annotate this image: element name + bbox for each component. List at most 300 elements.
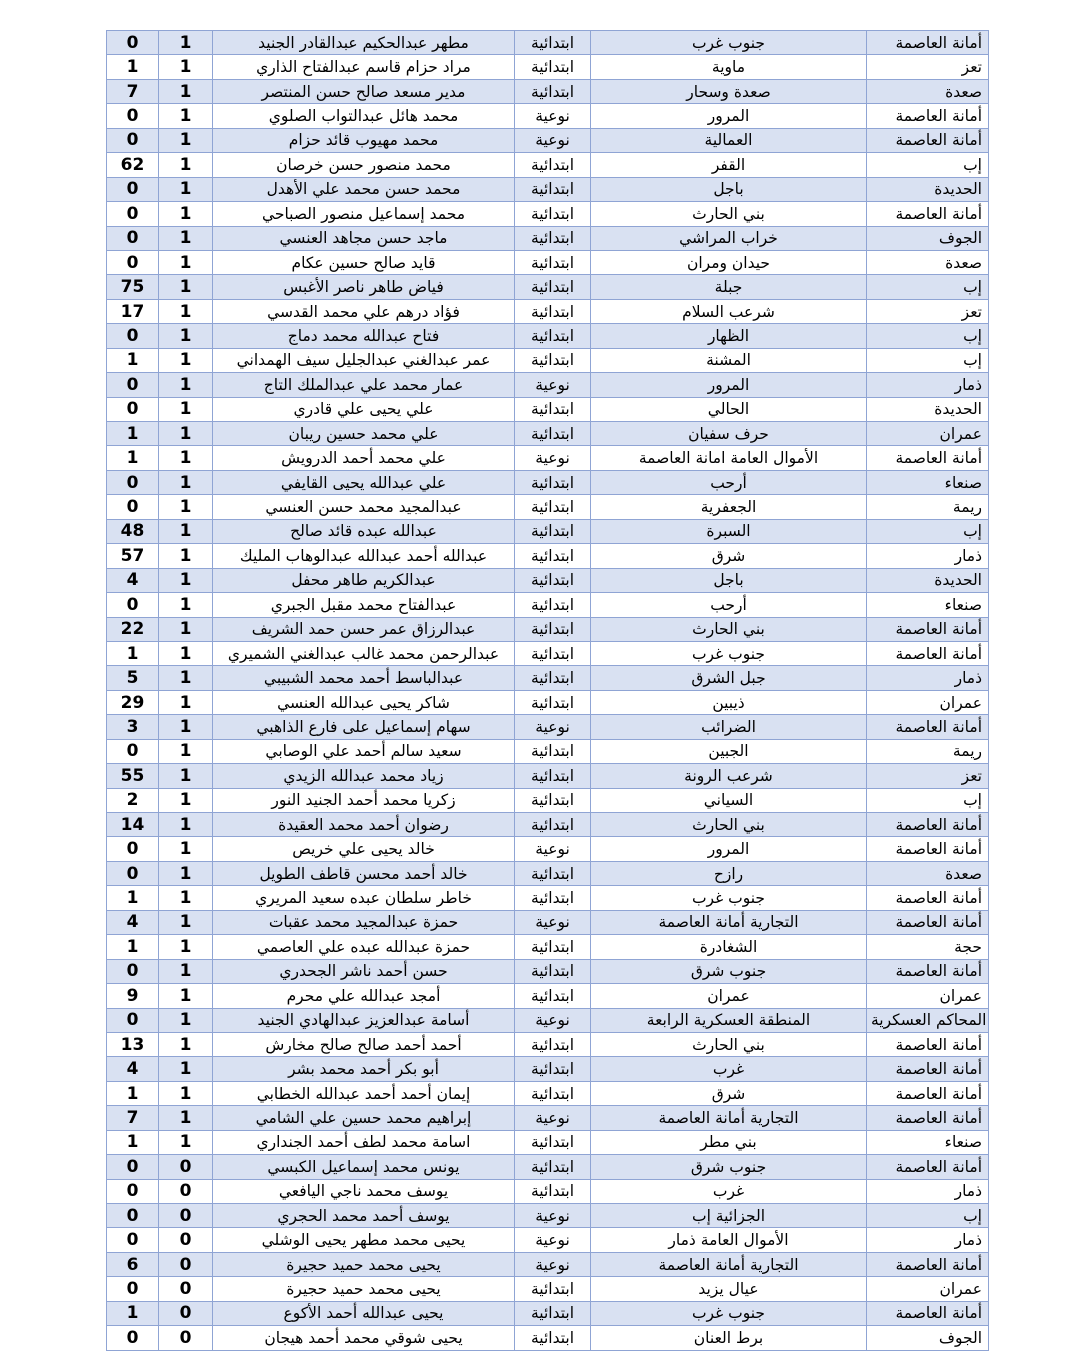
governorate-cell: إب [867, 275, 989, 299]
court-type-cell: ابتدائية [515, 275, 591, 299]
district-cell: الحالي [591, 397, 867, 421]
name-cell: حمزة عبدالله عبده علي العاصمي [213, 935, 515, 959]
district-cell: برط العنان [591, 1326, 867, 1350]
table-row [107, 910, 989, 934]
court-type-cell: ابتدائية [515, 764, 591, 788]
count-a-cell: 29 [107, 690, 159, 714]
district-cell: حيدان ومران [591, 250, 867, 274]
count-a-cell: 1 [107, 1301, 159, 1325]
governorate-cell: ذمار [867, 1228, 989, 1252]
district-cell: غرب [591, 1179, 867, 1203]
court-type-cell: ابتدائية [515, 226, 591, 250]
count-a-cell: 0 [107, 1155, 159, 1179]
governorate-cell: أمانة العاصمة [867, 715, 989, 739]
name-cell: سعيد سالم أحمد علي الوصابي [213, 739, 515, 763]
count-b-cell: 0 [159, 1179, 213, 1203]
name-cell: عبدالله عبده قائد صالح [213, 519, 515, 543]
table-row [107, 1155, 989, 1179]
name-cell: أحمد أحمد صالح صالح مخارش [213, 1032, 515, 1056]
governorate-cell: صعدة [867, 861, 989, 885]
count-a-cell: 0 [107, 1008, 159, 1032]
name-cell: علي يحيى علي قادري [213, 397, 515, 421]
name-cell: قايد صالح حسين عكام [213, 250, 515, 274]
name-cell: زياد محمد عبدالله الزيدي [213, 764, 515, 788]
table-row [107, 1057, 989, 1081]
district-cell: المرور [591, 373, 867, 397]
governorate-cell: صنعاء [867, 593, 989, 617]
district-cell: أرحب [591, 593, 867, 617]
district-cell: بني الحارث [591, 617, 867, 641]
name-cell: فتاح عبدالله محمد دماج [213, 324, 515, 348]
district-cell: شرق [591, 1081, 867, 1105]
governorate-cell: أمانة العاصمة [867, 1081, 989, 1105]
court-type-cell: ابتدائية [515, 739, 591, 763]
court-type-cell: نوعية [515, 1106, 591, 1130]
count-b-cell: 1 [159, 1106, 213, 1130]
name-cell: يحيى محمد مطهر يحيى الوشلي [213, 1228, 515, 1252]
name-cell: يونس محمد إسماعيل الكبسي [213, 1155, 515, 1179]
governorate-cell: ريمة [867, 739, 989, 763]
count-b-cell: 1 [159, 544, 213, 568]
count-a-cell: 4 [107, 910, 159, 934]
count-a-cell: 0 [107, 1277, 159, 1301]
district-cell: التجارية أمانة العاصمة [591, 1106, 867, 1130]
court-type-cell: ابتدائية [515, 813, 591, 837]
governorate-cell: ذمار [867, 666, 989, 690]
court-type-cell: ابتدائية [515, 299, 591, 323]
count-a-cell: 1 [107, 1130, 159, 1154]
governorate-cell: أمانة العاصمة [867, 202, 989, 226]
table-row [107, 153, 989, 177]
count-a-cell: 0 [107, 1228, 159, 1252]
court-type-cell: ابتدائية [515, 79, 591, 103]
governorate-cell: أمانة العاصمة [867, 31, 989, 55]
count-a-cell: 1 [107, 886, 159, 910]
table-row [107, 202, 989, 226]
governorate-cell: أمانة العاصمة [867, 1032, 989, 1056]
governorate-cell: إب [867, 788, 989, 812]
table-row [107, 788, 989, 812]
district-cell: شرق [591, 544, 867, 568]
district-cell: الظهار [591, 324, 867, 348]
count-b-cell: 1 [159, 764, 213, 788]
name-cell: يوسف محمد ناجي اليافعي [213, 1179, 515, 1203]
count-a-cell: 1 [107, 1081, 159, 1105]
court-type-cell: نوعية [515, 715, 591, 739]
district-cell: خراب المراشي [591, 226, 867, 250]
count-a-cell: 3 [107, 715, 159, 739]
district-cell: الجزائية إب [591, 1204, 867, 1228]
name-cell: عبدالفتاح محمد مقبل الجبري [213, 593, 515, 617]
table-row [107, 715, 989, 739]
count-a-cell: 22 [107, 617, 159, 641]
name-cell: سهام إسماعيل على فارع الذاهبي [213, 715, 515, 739]
judges-table [106, 30, 989, 1351]
court-type-cell: نوعية [515, 1228, 591, 1252]
district-cell: جبلة [591, 275, 867, 299]
count-a-cell: 0 [107, 250, 159, 274]
name-cell: محمد هائل عبدالتواب الصلوي [213, 104, 515, 128]
count-b-cell: 1 [159, 1032, 213, 1056]
court-type-cell: ابتدائية [515, 935, 591, 959]
governorate-cell: أمانة العاصمة [867, 837, 989, 861]
governorate-cell: حجة [867, 935, 989, 959]
count-a-cell: 48 [107, 519, 159, 543]
count-b-cell: 1 [159, 666, 213, 690]
count-b-cell: 1 [159, 861, 213, 885]
governorate-cell: ذمار [867, 373, 989, 397]
governorate-cell: أمانة العاصمة [867, 128, 989, 152]
count-b-cell: 1 [159, 739, 213, 763]
count-a-cell: 1 [107, 446, 159, 470]
count-b-cell: 1 [159, 446, 213, 470]
district-cell: شرعب السلام [591, 299, 867, 323]
table-row [107, 177, 989, 201]
governorate-cell: إب [867, 1204, 989, 1228]
district-cell: السياني [591, 788, 867, 812]
governorate-cell: صعدة [867, 79, 989, 103]
district-cell: بني مطر [591, 1130, 867, 1154]
district-cell: عمران [591, 984, 867, 1008]
count-b-cell: 1 [159, 1130, 213, 1154]
court-type-cell: ابتدائية [515, 1081, 591, 1105]
count-b-cell: 1 [159, 324, 213, 348]
governorate-cell: تعز [867, 764, 989, 788]
district-cell: أرحب [591, 470, 867, 494]
court-type-cell: ابتدائية [515, 1179, 591, 1203]
name-cell: يحيى محمد حميد حجيرة [213, 1277, 515, 1301]
count-b-cell: 1 [159, 788, 213, 812]
district-cell: بني الحارث [591, 1032, 867, 1056]
governorate-cell: أمانة العاصمة [867, 617, 989, 641]
governorate-cell: الحديدة [867, 397, 989, 421]
governorate-cell: عمران [867, 422, 989, 446]
name-cell: عبدالكريم طاهر محفل [213, 568, 515, 592]
governorate-cell: عمران [867, 1277, 989, 1301]
count-b-cell: 1 [159, 55, 213, 79]
name-cell: محمد منصور حسن خرصان [213, 153, 515, 177]
count-a-cell: 1 [107, 641, 159, 665]
governorate-cell: صنعاء [867, 470, 989, 494]
district-cell: غرب [591, 1057, 867, 1081]
governorate-cell: صنعاء [867, 1130, 989, 1154]
count-b-cell: 1 [159, 79, 213, 103]
count-b-cell: 1 [159, 715, 213, 739]
count-b-cell: 0 [159, 1204, 213, 1228]
governorate-cell: أمانة العاصمة [867, 641, 989, 665]
governorate-cell: صعدة [867, 250, 989, 274]
name-cell: خالد يحيى علي خريص [213, 837, 515, 861]
count-a-cell: 0 [107, 177, 159, 201]
court-type-cell: ابتدائية [515, 1155, 591, 1179]
count-a-cell: 14 [107, 813, 159, 837]
district-cell: باجل [591, 177, 867, 201]
governorate-cell: أمانة العاصمة [867, 813, 989, 837]
governorate-cell: أمانة العاصمة [867, 1252, 989, 1276]
court-type-cell: ابتدائية [515, 984, 591, 1008]
district-cell: المرور [591, 837, 867, 861]
court-type-cell: ابتدائية [515, 348, 591, 372]
table-row [107, 641, 989, 665]
district-cell: جنوب غرب [591, 31, 867, 55]
count-a-cell: 55 [107, 764, 159, 788]
district-cell: السبرة [591, 519, 867, 543]
district-cell: جبل الشرق [591, 666, 867, 690]
table-row [107, 299, 989, 323]
governorate-cell: الحديدة [867, 568, 989, 592]
count-b-cell: 1 [159, 422, 213, 446]
table-row [107, 959, 989, 983]
table-row [107, 593, 989, 617]
count-b-cell: 1 [159, 568, 213, 592]
name-cell: حسن أحمد ناشر الجحدري [213, 959, 515, 983]
name-cell: عبدالباسط أحمد محمد الشبيبي [213, 666, 515, 690]
court-type-cell: ابتدائية [515, 861, 591, 885]
district-cell: ماوية [591, 55, 867, 79]
name-cell: خاطر سلطان عبده سعيد المريري [213, 886, 515, 910]
court-type-cell: ابتدائية [515, 690, 591, 714]
count-a-cell: 1 [107, 348, 159, 372]
table-row [107, 764, 989, 788]
governorate-cell: أمانة العاصمة [867, 1057, 989, 1081]
district-cell: بني الحارث [591, 202, 867, 226]
count-b-cell: 1 [159, 495, 213, 519]
district-cell: جنوب غرب [591, 886, 867, 910]
table-row [107, 886, 989, 910]
count-a-cell: 0 [107, 1204, 159, 1228]
district-cell: باجل [591, 568, 867, 592]
name-cell: ماجد حسن مجاهد العنسي [213, 226, 515, 250]
table-row [107, 935, 989, 959]
court-type-cell: ابتدائية [515, 177, 591, 201]
court-type-cell: ابتدائية [515, 1130, 591, 1154]
name-cell: أبو بكر أحمد محمد بشر [213, 1057, 515, 1081]
count-b-cell: 0 [159, 1228, 213, 1252]
count-a-cell: 1 [107, 55, 159, 79]
court-type-cell: نوعية [515, 128, 591, 152]
table-row [107, 1008, 989, 1032]
district-cell: التجارية أمانة العاصمة [591, 910, 867, 934]
count-b-cell: 0 [159, 1326, 213, 1350]
district-cell: ذيبين [591, 690, 867, 714]
court-type-cell: ابتدائية [515, 1277, 591, 1301]
count-b-cell: 1 [159, 153, 213, 177]
count-a-cell: 2 [107, 788, 159, 812]
count-a-cell: 0 [107, 1326, 159, 1350]
count-a-cell: 0 [107, 739, 159, 763]
district-cell: المنطقة العسكرية الرابعة [591, 1008, 867, 1032]
court-type-cell: ابتدائية [515, 617, 591, 641]
count-b-cell: 1 [159, 202, 213, 226]
court-type-cell: ابتدائية [515, 1057, 591, 1081]
name-cell: يحيى عبدالله أحمد الأكوع [213, 1301, 515, 1325]
table-row [107, 1301, 989, 1325]
name-cell: محمد إسماعيل منصور الصباحي [213, 202, 515, 226]
table-row [107, 837, 989, 861]
court-type-cell: ابتدائية [515, 593, 591, 617]
name-cell: رضوان أحمد محمد العقيدة [213, 813, 515, 837]
count-b-cell: 1 [159, 593, 213, 617]
count-a-cell: 0 [107, 202, 159, 226]
count-a-cell: 1 [107, 935, 159, 959]
table-row [107, 1130, 989, 1154]
governorate-cell: أمانة العاصمة [867, 886, 989, 910]
count-b-cell: 1 [159, 1081, 213, 1105]
count-b-cell: 1 [159, 250, 213, 274]
court-type-cell: ابتدائية [515, 886, 591, 910]
district-cell: عيال يزيد [591, 1277, 867, 1301]
governorate-cell: تعز [867, 55, 989, 79]
table-row [107, 79, 989, 103]
data-sheet [106, 30, 988, 1351]
court-type-cell: ابتدائية [515, 31, 591, 55]
table-row [107, 470, 989, 494]
count-b-cell: 1 [159, 984, 213, 1008]
governorate-cell: عمران [867, 984, 989, 1008]
table-row [107, 1277, 989, 1301]
governorate-cell: أمانة العاصمة [867, 1155, 989, 1179]
name-cell: يحيى شوقي محمد أحمد هيجان [213, 1326, 515, 1350]
count-b-cell: 0 [159, 1155, 213, 1179]
table-row [107, 55, 989, 79]
court-type-cell: نوعية [515, 1204, 591, 1228]
count-b-cell: 1 [159, 935, 213, 959]
count-b-cell: 1 [159, 1057, 213, 1081]
district-cell: الجبين [591, 739, 867, 763]
count-b-cell: 1 [159, 177, 213, 201]
count-b-cell: 1 [159, 519, 213, 543]
name-cell: يوسف أحمد محمد الحجري [213, 1204, 515, 1228]
court-type-cell: ابتدائية [515, 470, 591, 494]
court-type-cell: ابتدائية [515, 1032, 591, 1056]
court-type-cell: نوعية [515, 446, 591, 470]
table-row [107, 813, 989, 837]
count-b-cell: 1 [159, 886, 213, 910]
name-cell: اسامة محمد لطف أحمد الجنداري [213, 1130, 515, 1154]
governorate-cell: ريمة [867, 495, 989, 519]
district-cell: جنوب شرق [591, 1155, 867, 1179]
name-cell: زكريا محمد أحمد الجنيد النور [213, 788, 515, 812]
count-b-cell: 1 [159, 226, 213, 250]
table-row [107, 568, 989, 592]
table-row [107, 373, 989, 397]
table-row [107, 128, 989, 152]
name-cell: خالد أحمد محسن قاطف الطويل [213, 861, 515, 885]
district-cell: جنوب غرب [591, 641, 867, 665]
table-row [107, 544, 989, 568]
governorate-cell: الحديدة [867, 177, 989, 201]
district-cell: الشغادرة [591, 935, 867, 959]
count-a-cell: 0 [107, 324, 159, 348]
district-cell: المرور [591, 104, 867, 128]
table-row [107, 1252, 989, 1276]
district-cell: شرعب الرونة [591, 764, 867, 788]
count-b-cell: 1 [159, 31, 213, 55]
name-cell: إبراهيم محمد حسين علي الشامي [213, 1106, 515, 1130]
table-row [107, 666, 989, 690]
table-row [107, 250, 989, 274]
governorate-cell: تعز [867, 299, 989, 323]
count-a-cell: 7 [107, 1106, 159, 1130]
name-cell: مدير مسعد صالح حسن المنتصر [213, 79, 515, 103]
count-a-cell: 62 [107, 153, 159, 177]
court-type-cell: ابتدائية [515, 422, 591, 446]
name-cell: علي محمد حسين ريبان [213, 422, 515, 446]
table-row [107, 519, 989, 543]
table-row [107, 617, 989, 641]
count-b-cell: 0 [159, 1252, 213, 1276]
count-a-cell: 7 [107, 79, 159, 103]
table-row [107, 690, 989, 714]
district-cell: الأموال العامة امانة العاصمة [591, 446, 867, 470]
table-row [107, 1179, 989, 1203]
count-a-cell: 0 [107, 373, 159, 397]
count-a-cell: 0 [107, 837, 159, 861]
court-type-cell: نوعية [515, 837, 591, 861]
district-cell: حرف سفيان [591, 422, 867, 446]
count-a-cell: 5 [107, 666, 159, 690]
table-row [107, 275, 989, 299]
governorate-cell: إب [867, 348, 989, 372]
court-type-cell: ابتدائية [515, 55, 591, 79]
count-b-cell: 1 [159, 348, 213, 372]
count-b-cell: 1 [159, 641, 213, 665]
governorate-cell: ذمار [867, 1179, 989, 1203]
count-a-cell: 75 [107, 275, 159, 299]
count-a-cell: 17 [107, 299, 159, 323]
name-cell: عبدالله أحمد عبدالله عبدالوهاب المليك [213, 544, 515, 568]
table-row [107, 422, 989, 446]
name-cell: فؤاد درهم علي محمد القدسي [213, 299, 515, 323]
count-a-cell: 0 [107, 593, 159, 617]
district-cell: العمالية [591, 128, 867, 152]
count-a-cell: 6 [107, 1252, 159, 1276]
name-cell: محمد حسن محمد علي الأهدل [213, 177, 515, 201]
name-cell: علي محمد أحمد الدرويش [213, 446, 515, 470]
name-cell: عمار محمد علي عبدالملك التاج [213, 373, 515, 397]
governorate-cell: عمران [867, 690, 989, 714]
count-b-cell: 1 [159, 299, 213, 323]
count-b-cell: 1 [159, 617, 213, 641]
table-row [107, 1032, 989, 1056]
name-cell: أسامة عبدالعزيز عبدالهادي الجنيد [213, 1008, 515, 1032]
governorate-cell: إب [867, 153, 989, 177]
count-a-cell: 0 [107, 397, 159, 421]
district-cell: جنوب غرب [591, 1301, 867, 1325]
court-type-cell: نوعية [515, 104, 591, 128]
name-cell: حمزة عبدالمجيد محمد عقبات [213, 910, 515, 934]
court-type-cell: ابتدائية [515, 544, 591, 568]
count-a-cell: 13 [107, 1032, 159, 1056]
district-cell: التجارية أمانة العاصمة [591, 1252, 867, 1276]
court-type-cell: ابتدائية [515, 666, 591, 690]
name-cell: عمر عبدالغني عبدالجليل سيف الهمداني [213, 348, 515, 372]
table-row [107, 1106, 989, 1130]
name-cell: مراد حزام قاسم عبدالفتاح الذاري [213, 55, 515, 79]
court-type-cell: ابتدائية [515, 519, 591, 543]
count-a-cell: 57 [107, 544, 159, 568]
name-cell: عبدالمجيد محمد حسن العنسي [213, 495, 515, 519]
governorate-cell: ذمار [867, 544, 989, 568]
count-a-cell: 1 [107, 422, 159, 446]
district-cell: الضرائب [591, 715, 867, 739]
count-b-cell: 0 [159, 1301, 213, 1325]
count-b-cell: 1 [159, 470, 213, 494]
court-type-cell: ابتدائية [515, 250, 591, 274]
district-cell: الجعفرية [591, 495, 867, 519]
count-b-cell: 1 [159, 128, 213, 152]
count-b-cell: 0 [159, 1277, 213, 1301]
